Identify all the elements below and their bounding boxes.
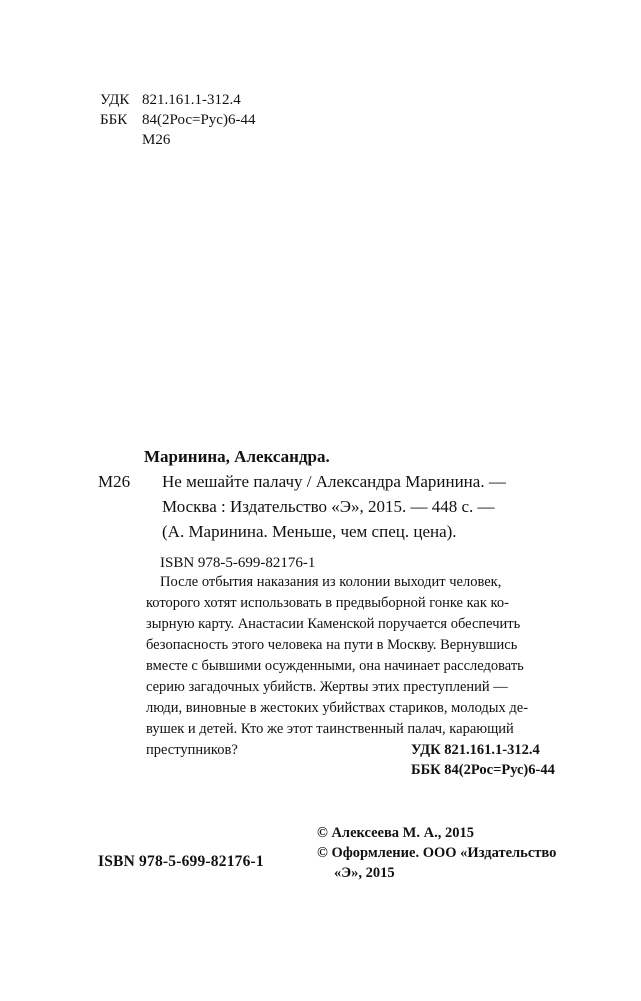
copyright-author: © Алексеева М. А., 2015 [317, 825, 474, 841]
copyright-block [317, 823, 556, 883]
catalog-isbn: ISBN 978-5-699-82176-1 [160, 555, 316, 571]
catalog-line-series: (А. Маринина. Меньше, чем спец. цена). [162, 522, 457, 541]
catalog-author-mark: М26 [98, 472, 131, 491]
catalog-author: Маринина, Александра. [144, 447, 330, 466]
bbk-bottom: ББК 84(2Рос=Рус)6-44 [411, 762, 555, 778]
udk-value: 821.161.1-312.4 [142, 92, 241, 108]
annotation [146, 572, 568, 761]
udk-row [100, 90, 255, 110]
annotation-line: После отбытия наказания из колонии выходит человек, [160, 574, 502, 590]
annotation-line: люди, виновные в жестоких убийствах стариков, молодых де- [146, 700, 529, 716]
bbk-value: 84(2Рос=Рус)6-44 [142, 112, 256, 128]
annotation-line: безопасность этого человека на пути в Москву. Вернувшись [146, 637, 518, 653]
copyright-design: © Оформление. ООО «Издательство [317, 845, 557, 861]
udk-label: УДК [100, 92, 130, 108]
annotation-line: зырную карту. Анастасии Каменской поручается обеспечить [146, 616, 521, 632]
udk-bottom: УДК 821.161.1-312.4 [411, 742, 540, 758]
isbn-bottom: ISBN 978-5-699-82176-1 [98, 853, 264, 870]
annotation-line: серию загадочных убийств. Жертвы этих преступлений — [146, 679, 508, 695]
classification-codes-bottom [411, 740, 555, 780]
annotation-line: преступников? [146, 742, 238, 758]
classification-codes-top [100, 90, 255, 150]
catalog-line-title: Не мешайте палачу / Александра Маринина. — [162, 472, 506, 491]
bbk-row [100, 110, 255, 130]
catalog-line-publisher: Москва : Издательство «Э», 2015. — 448 с. — [162, 497, 495, 516]
annotation-line: вушек и детей. Кто же этот таинственный палач, карающий [146, 721, 514, 737]
copyright-design-cont: «Э», 2015 [334, 865, 395, 881]
bbk-label: ББК [100, 112, 128, 128]
annotation-line: которого хотят использовать в предвыборной гонке как ко- [146, 595, 509, 611]
author-mark-top: М26 [142, 132, 171, 148]
annotation-line: вместе с бывшими осужденными, она начинает расследовать [146, 658, 524, 674]
